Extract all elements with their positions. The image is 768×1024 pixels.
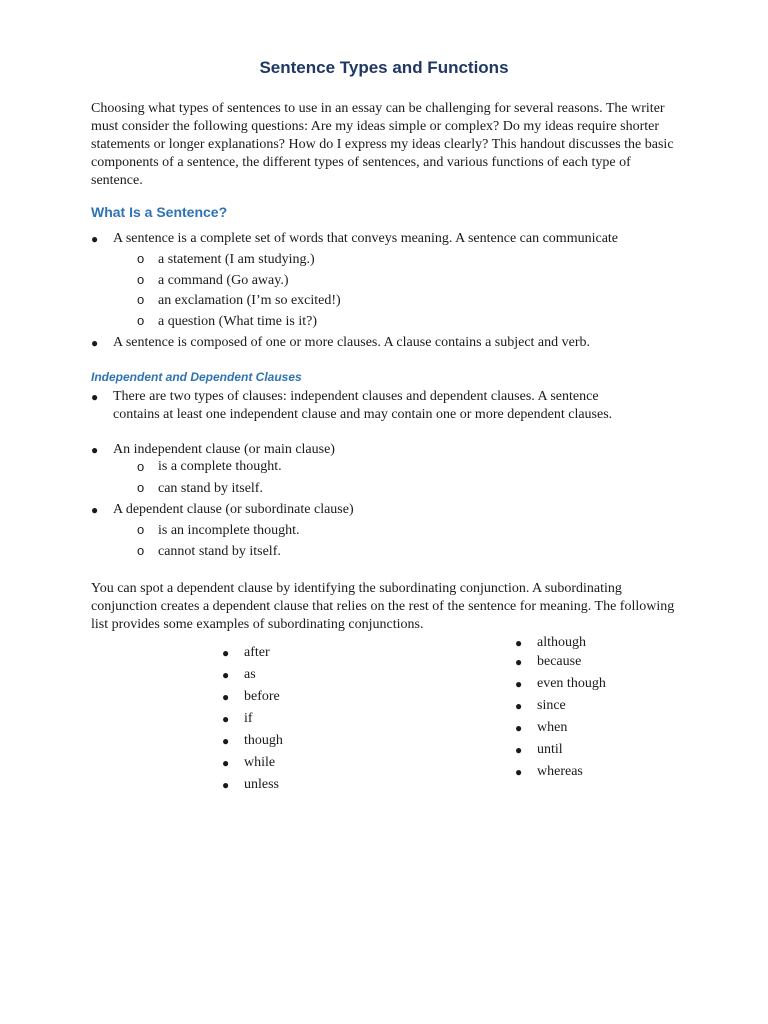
bullet-icon: ● [222,712,230,726]
bullet-icon: ● [515,655,523,669]
dependent-clause-detail: is an incomplete thought. [158,523,300,538]
independent-clause-item: An independent clause (or main clause) [113,442,335,457]
bullet-icon: ● [515,721,523,735]
bullet-icon: ● [515,677,523,691]
conjunction-item: ● until [515,742,563,757]
conjunction-list-right [515,634,606,785]
bullet-icon: ● [91,336,99,350]
sub-bullet-icon: o [137,522,145,537]
conjunction-item: ● even though [515,676,606,691]
conjunction-item: ● while [222,755,276,770]
sub-bullet-icon: o [137,459,145,474]
bullet-icon: ● [515,743,523,757]
sub-bullet-icon: o [137,251,145,266]
sub-bullet-icon: o [137,313,145,328]
bullet-icon: ● [222,646,230,660]
sub-bullet-icon: o [137,292,145,307]
conjunction-list-left [222,644,283,798]
conjunction-item: ● as [222,667,256,682]
section-heading-clauses: Independent and Dependent Clauses [91,370,302,384]
section-heading-what-is-a-sentence: What Is a Sentence? [91,204,228,220]
dependent-clause-item: A dependent clause (or subordinate clause) [113,502,354,517]
sub-bullet-icon: o [137,543,145,558]
intro-paragraph: Choosing what types of sentences to use in an essay can be challenging for several reasons. The writer must consider the following questions: Are my ideas simple or complex? Do my ideas require shorter statements or longer explanations? How do I express my ideas clearly? This handout discusses the basic components of a sentence, the different types of sentences, and various functions of each type of sentence. [91,101,674,188]
independent-clause-detail: is a complete thought. [158,459,282,474]
conjunction-item: ● since [515,698,566,713]
bullet-icon: ● [91,443,99,457]
bullet-icon: ● [91,232,99,246]
conjunction-item: ● though [222,733,283,748]
bullet-icon: ● [91,390,99,404]
bullet-icon: ● [222,734,230,748]
conjunction-item: ● if [222,711,253,726]
independent-clause-detail: can stand by itself. [158,481,263,496]
bullet-icon: ● [515,765,523,779]
conjunction-item: ● when [515,720,568,735]
bullet-icon: ● [91,503,99,517]
bullet-icon: ● [222,756,230,770]
clause-types-item: There are two types of clauses: independent clauses and dependent clauses. A sentence contains at least one independent clause and may contain one or more dependent clauses. [113,389,613,422]
sub-bullet-icon: o [137,480,145,495]
sentence-type-item: a statement (I am studying.) [158,252,315,267]
dependent-clause-detail: cannot stand by itself. [158,544,281,559]
sub-bullet-icon: o [137,272,145,287]
page-title: Sentence Types and Functions [259,58,509,77]
conjunction-item: ● before [222,689,280,704]
conjunction-paragraph: You can spot a dependent clause by identifying the subordinating conjunction. A subordinating conjunction creates a dependent clause that relies on the rest of the sentence for meaning. The following list provides some examples of subordinating conjunctions. [91,581,675,632]
sentence-type-item: an exclamation (I’m so excited!) [158,293,341,308]
conjunction-item: ● after [222,645,270,660]
sentence-definition-item: A sentence is a complete set of words that conveys meaning. A sentence can communicate [113,231,619,246]
bullet-icon: ● [515,636,523,650]
conjunction-item: ● although [515,635,586,650]
bullet-icon: ● [222,668,230,682]
sentence-type-item: a question (What time is it?) [158,314,318,329]
clause-composition-item: A sentence is composed of one or more clauses. A clause contains a subject and verb. [113,335,591,350]
sentence-type-item: a command (Go away.) [158,273,289,288]
bullet-icon: ● [222,778,230,792]
bullet-icon: ● [515,699,523,713]
conjunction-item: ● unless [222,777,279,792]
conjunction-item: ● whereas [515,764,583,779]
conjunction-item: ● because [515,654,582,669]
bullet-icon: ● [222,690,230,704]
